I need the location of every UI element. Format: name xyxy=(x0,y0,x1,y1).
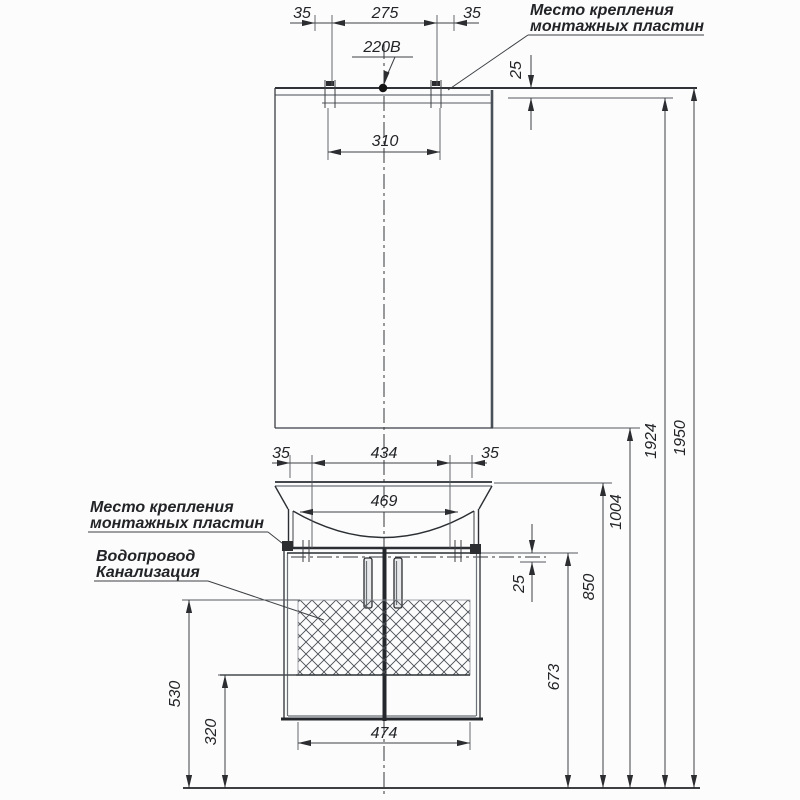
dim-35-right-top: 35 xyxy=(463,5,481,22)
dim-850 xyxy=(494,483,612,788)
dim-469-value: 469 xyxy=(370,493,398,510)
dim-474 xyxy=(298,722,470,750)
dim-1950 xyxy=(672,88,697,788)
mounting-plate-left xyxy=(282,541,293,551)
sewerage-label: Канализация xyxy=(96,564,200,581)
dim-25-cabinet xyxy=(511,524,546,602)
dim-310-value: 310 xyxy=(371,133,399,150)
dim-530 xyxy=(167,600,300,788)
label-plumbing xyxy=(94,548,324,620)
mount-left-line1: Место крепления xyxy=(90,499,234,516)
dim-434: 434 xyxy=(370,445,398,462)
power-outlet xyxy=(352,39,413,92)
dim-1004 xyxy=(493,428,640,788)
dim-673 xyxy=(546,553,571,788)
water-supply-label: Водопровод xyxy=(96,548,196,565)
dim-673-value: 673 xyxy=(546,663,563,691)
mount-top-line1: Место крепления xyxy=(530,2,674,19)
dim-474-value: 474 xyxy=(370,725,398,742)
dim-320-value: 320 xyxy=(203,718,220,746)
dim-25-top xyxy=(508,55,534,130)
dim-25-top-value: 25 xyxy=(508,61,525,79)
dim-275: 275 xyxy=(371,5,399,22)
center-axis-line xyxy=(291,44,546,797)
dim-1924-value: 1924 xyxy=(643,423,660,459)
dim-35-right-sink: 35 xyxy=(481,445,499,462)
dim-530-value: 530 xyxy=(167,680,184,708)
leader-arrow xyxy=(384,71,390,86)
dim-35-left-top: 35 xyxy=(293,5,311,22)
mount-top-line2: монтажных пластин xyxy=(530,18,705,35)
dim-1924 xyxy=(643,98,668,788)
mount-left-line2: монтажных пластин xyxy=(90,515,265,532)
dim-25-cabinet-value: 25 xyxy=(511,575,528,593)
wall-top-line xyxy=(275,88,697,98)
dim-1950-value: 1950 xyxy=(672,420,689,456)
plumbing-zone-hatch xyxy=(220,600,470,675)
label-mount-plates-top xyxy=(448,2,704,90)
power-outlet-label: 220В xyxy=(363,39,401,56)
dim-35-left-sink: 35 xyxy=(272,445,290,462)
dim-320 xyxy=(203,675,296,788)
dim-1004-value: 1004 xyxy=(608,494,625,530)
power-outlet-dot xyxy=(379,84,387,92)
mounting-plate-right xyxy=(470,544,481,554)
dim-850-value: 850 xyxy=(581,573,598,601)
dim-469 xyxy=(300,493,458,515)
label-mount-plates-left xyxy=(88,499,287,547)
washbasin-mounting-plates xyxy=(303,540,461,562)
